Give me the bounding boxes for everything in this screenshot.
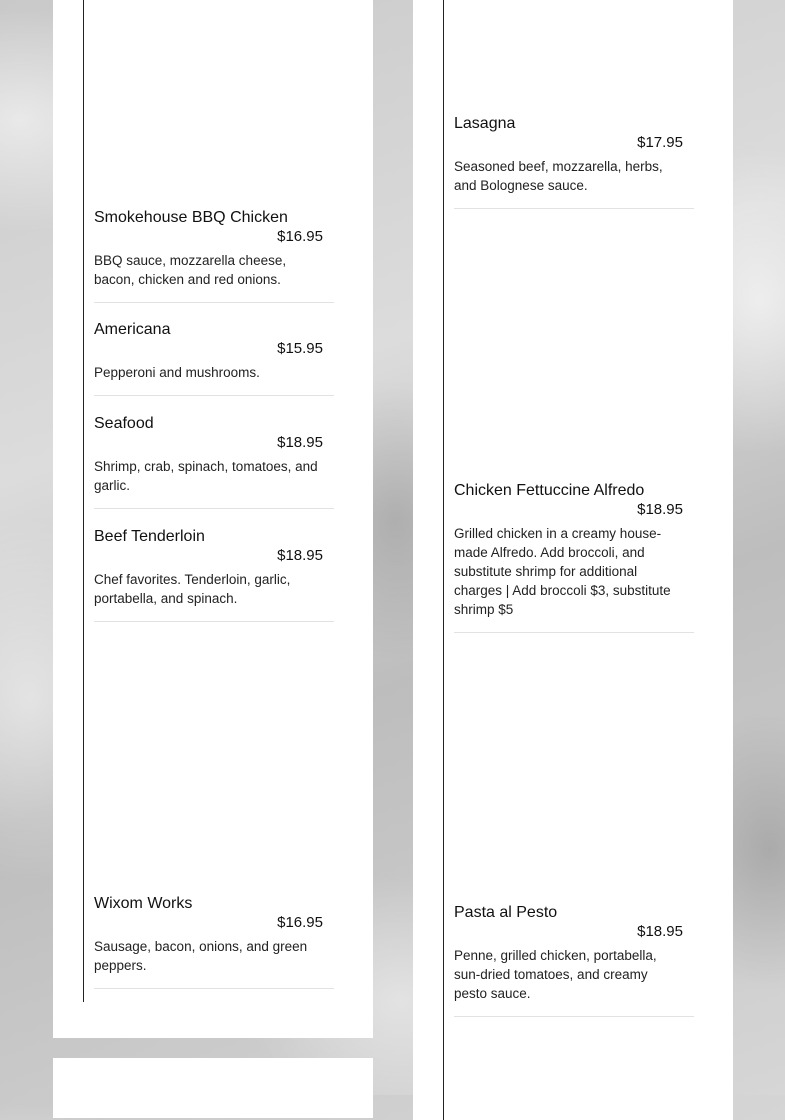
menu-item-name: Wixom Works (94, 895, 193, 912)
menu-item-description: Chef favorites. Tenderloin, garlic, portabella, and spinach. (94, 572, 291, 606)
card-divider-line (83, 0, 84, 1002)
menu-item-description: Penne, grilled chicken, portabella, sun-dried tomatoes, and creamy pesto sauce. (454, 948, 657, 1001)
menu-item-name: Americana (94, 321, 171, 338)
menu-card-right (413, 0, 733, 1120)
menu-item (94, 320, 334, 396)
menu-item-name: Chicken Fettuccine Alfredo (454, 482, 645, 499)
menu-item-price: $18.95 (277, 547, 323, 564)
menu-item-description: BBQ sauce, mozzarella cheese, bacon, chicken and red onions. (94, 253, 287, 287)
menu-item-name: Smokehouse BBQ Chicken (94, 209, 288, 226)
menu-item (454, 114, 694, 209)
menu-item-description: Seasoned beef, mozzarella, herbs, and Bolognese sauce. (454, 159, 663, 193)
menu-item-description: Pepperoni and mushrooms. (94, 365, 260, 380)
menu-item-price: $18.95 (637, 923, 683, 940)
menu-item-description: Shrimp, crab, spinach, tomatoes, and garlic. (94, 459, 318, 493)
menu-item (94, 208, 334, 303)
menu-item-price: $16.95 (277, 228, 323, 245)
menu-item-description: Sausage, bacon, onions, and green peppers. (94, 939, 308, 973)
menu-item (454, 903, 694, 1017)
menu-item (94, 894, 334, 989)
menu-item-description: Grilled chicken in a creamy house-made Alfredo. Add broccoli, and substitute shrimp for additional charges | Add broccoli $3, substitute shrimp $5 (454, 526, 671, 617)
menu-item-price: $15.95 (277, 340, 323, 357)
menu-item (454, 481, 694, 633)
menu-item-name: Pasta al Pesto (454, 904, 558, 921)
menu-item-price: $17.95 (637, 134, 683, 151)
menu-item (94, 527, 334, 622)
menu-item (94, 414, 334, 509)
menu-item-name: Lasagna (454, 115, 516, 132)
menu-item-price: $16.95 (277, 914, 323, 931)
menu-item-name: Beef Tenderloin (94, 528, 205, 545)
menu-item-price: $18.95 (637, 501, 683, 518)
menu-card-left (53, 0, 373, 1038)
menu-item-name: Seafood (94, 415, 154, 432)
card-divider-line (443, 0, 444, 1120)
menu-card-left-next (53, 1058, 373, 1118)
menu-item-price: $18.95 (277, 434, 323, 451)
